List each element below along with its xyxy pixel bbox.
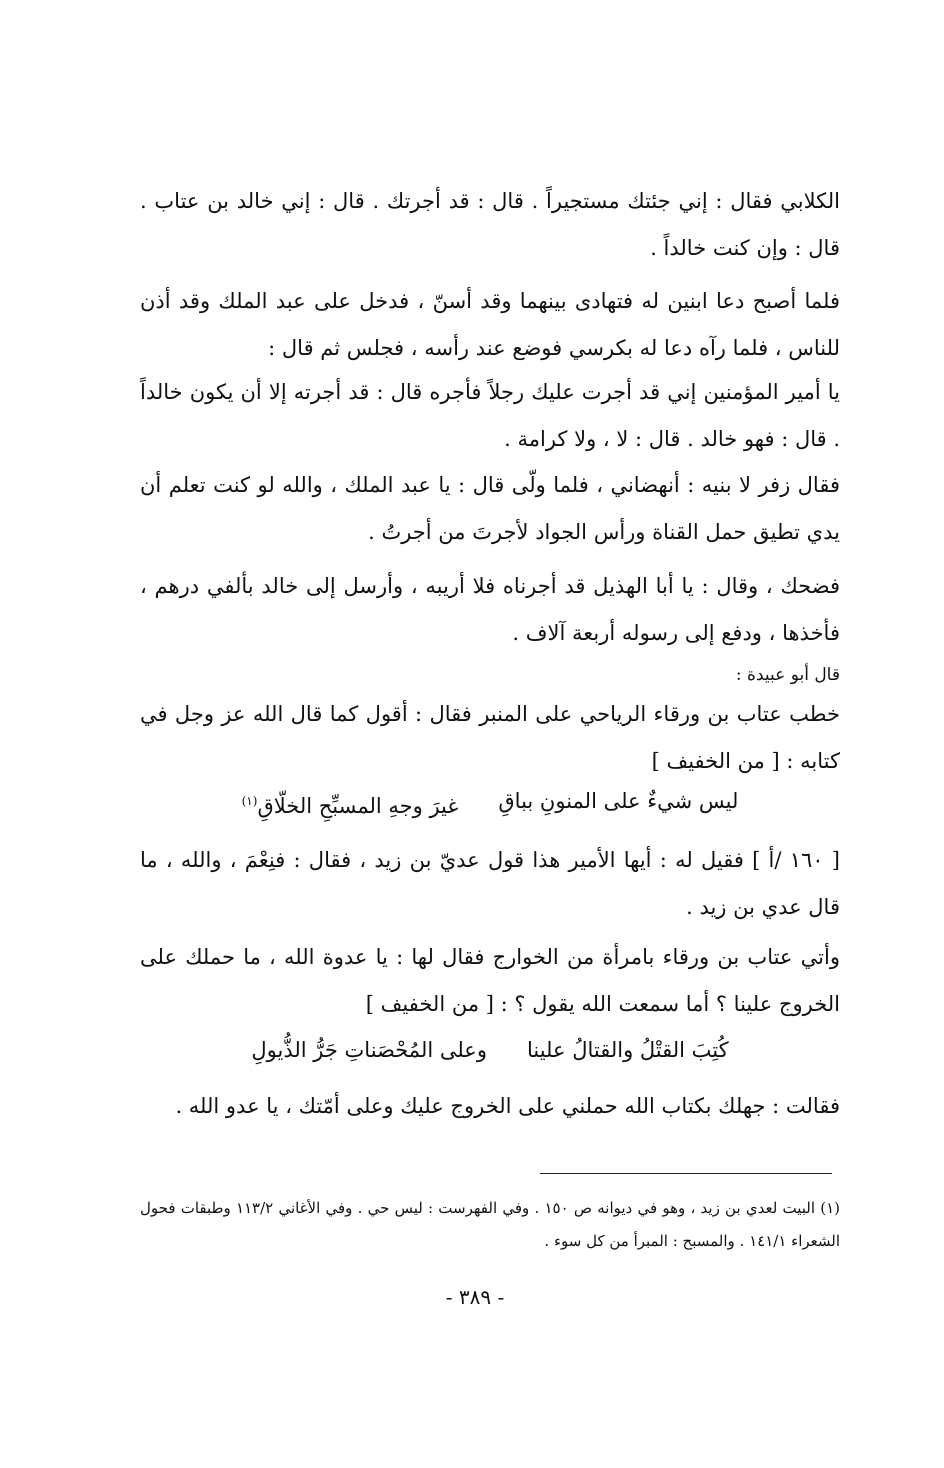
footnote: (١) البيت لعدي بن زيد ، وهو في ديوانه ص ١٥٠ . وفي الفهرست : ليس حي . وفي الأغاني ١١٣/٢ وطبقات فحول الشعراء ١٤١/١ . والمسبح : المبرأ من كل سوء .	[140, 1199, 841, 1250]
footnote-separator	[540, 1173, 832, 1174]
paragraph-2: فلما أصبح دعا ابنين له فتهادى بينهما وقد أسنّ ، فدخل على عبد الملك وقد أذن للناس ، فلما رآه دعا له بكرسي فوضع عند رأسه ، فجلس ثم قال :	[140, 289, 840, 360]
verse-2-second-hemistich: وعلى المُحْصَناتِ جَرُّ الذُّيولِ	[251, 1038, 487, 1062]
paragraph-khutba: خطب عتاب بن ورقاء الرياحي على المنبر فقال : أقول كما قال الله عز وجل في كتابه : [ من الخفيف ]	[140, 702, 840, 773]
paragraph-1: الكلابي فقال : إني جئتك مستجيراً . قال : قد أجرتك . قال : إني خالد بن عتاب . قال : وإن كنت خالداً .	[140, 189, 840, 260]
verse-2-first-hemistich: كُتِبَ القتْلُ والقتالُ علينا	[526, 1038, 729, 1062]
verse-2	[140, 1030, 840, 1070]
footnote-marker: (١)	[241, 794, 258, 808]
paragraph-qalat: فقالت : جهلك بكتاب الله حملني على الخروج عليك وعلى أمّتك ، يا عدو الله .	[175, 1094, 840, 1118]
verse-1-second-hemistich	[242, 781, 459, 826]
verse-1	[140, 781, 840, 826]
paragraph-atiya: وأتي عتاب بن ورقاء بامرأة من الخوارج فقال لها : يا عدوة الله ، ما حملك على الخروج علينا ؟ أما سمعت الله يقول ؟ : [ من الخفيف ]	[140, 945, 840, 1016]
paragraph-3: يا أمير المؤمنين إني قد أجرت عليك رجلاً فأجره قال : قد أجرته إلا أن يكون خالداً . قال : فهو خالد . قال : لا ، ولا كرامة .	[140, 380, 840, 451]
page-number: - ٣٨٩ -	[445, 1285, 505, 1309]
source-attribution: قال أبو عبيدة :	[735, 665, 840, 685]
verse-1-second-text: غيرَ وجهِ المسبِّحِ الخلّاقِ	[257, 794, 459, 818]
paragraph-4: فقال زفر لا بنيه : أنهضاني ، فلما ولّى قال : يا عبد الملك ، والله لو كنت تعلم أن يدي تطيق حمل القناة ورأس الجواد لأجرتَ من أجرتُ .	[140, 473, 840, 544]
paragraph-qil: [ ١٦٠ /أ ] فقيل له : أيها الأمير هذا قول عديّ بن زيد ، فقال : فنِعْمَ ، والله ، ما قال عدي بن زيد .	[140, 848, 840, 919]
paragraph-5: فضحك ، وقال : يا أبا الهذيل قد أجرناه فلا أريبه ، وأرسل إلى خالد بألفي درهم ، فأخذها ، ودفع إلى رسوله أربعة آلاف .	[140, 574, 840, 645]
verse-1-first-hemistich: ليس شيءٌ على المنونِ بباقِ	[498, 789, 739, 813]
